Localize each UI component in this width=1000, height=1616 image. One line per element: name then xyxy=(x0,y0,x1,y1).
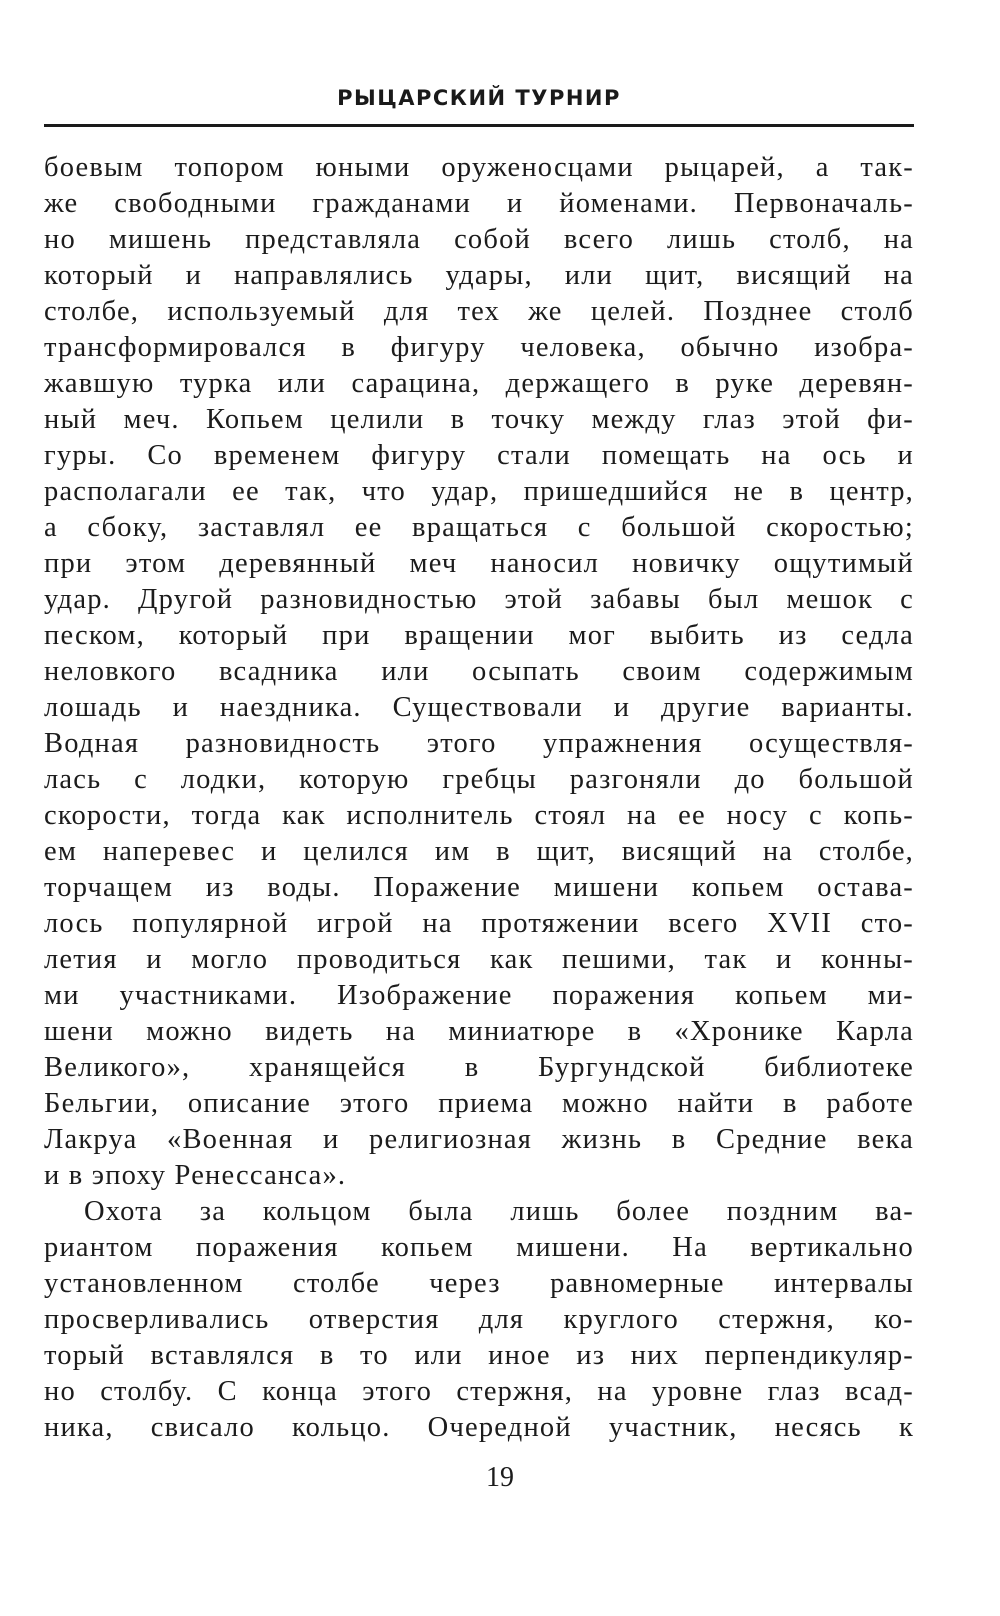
text-line: и в эпоху Ренессанса». xyxy=(44,1160,347,1191)
text-line: трансформировался в фигуру человека, обычно изобра- xyxy=(44,332,914,363)
text-line: располагали ее так, что удар, пришедшийся не в центр, xyxy=(44,476,914,507)
text-line: Охота за кольцом была лишь более поздним ва- xyxy=(84,1196,914,1227)
text-line: шени можно видеть на миниатюре в «Хронике Карла xyxy=(44,1016,914,1047)
text-line: просверливались отверстия для круглого стержня, ко- xyxy=(44,1304,914,1335)
text-line: ный меч. Копьем целили в точку между глаз этой фи- xyxy=(44,404,914,435)
text-line: при этом деревянный меч наносил новичку ощутимый xyxy=(44,548,914,579)
text-line: ем наперевес и целился им в щит, висящий на столбе, xyxy=(44,836,914,867)
text-line: Водная разновидность этого упражнения осуществля- xyxy=(44,728,914,759)
text-line: но столбу. С конца этого стержня, на уровне глаз всад- xyxy=(44,1376,914,1407)
text-line: ника, свисало кольцо. Очередной участник, несясь к xyxy=(44,1412,914,1443)
text-line: гуры. Со временем фигуру стали помещать на ось и xyxy=(44,440,914,471)
text-line: но мишень представляла собой всего лишь столб, на xyxy=(44,224,914,255)
text-line: который и направлялись удары, или щит, висящий на xyxy=(44,260,914,291)
text-line: торый вставлялся в то или иное из них перпендикуляр- xyxy=(44,1340,914,1371)
text-line: а сбоку, заставлял ее вращаться с большой скоростью; xyxy=(44,512,914,543)
text-line: боевым топором юными оруженосцами рыцарей, а так- xyxy=(44,152,914,183)
page-number: 19 xyxy=(486,1462,514,1493)
text-line: неловкого всадника или осыпать своим содержимым xyxy=(44,656,914,687)
running-title: РЫЦАРСКИЙ ТУРНИР xyxy=(337,86,621,110)
text-line: жавшую турка или сарацина, держащего в руке деревян- xyxy=(44,368,914,399)
text-line: Бельгии, описание этого приема можно найти в работе xyxy=(44,1088,914,1119)
text-line: торчащем из воды. Поражение мишени копьем остава- xyxy=(44,872,914,903)
text-line: ми участниками. Изображение поражения копьем ми- xyxy=(44,980,914,1011)
header-rule xyxy=(44,124,914,127)
text-line: же свободными гражданами и йоменами. Первоначаль- xyxy=(44,188,914,219)
text-line: летия и могло проводиться как пешими, так и конны- xyxy=(44,944,914,975)
text-line: лошадь и наездника. Существовали и другие варианты. xyxy=(44,692,914,723)
body-text xyxy=(44,150,914,1446)
text-line: лась с лодки, которую гребцы разгоняли до большой xyxy=(44,764,914,795)
text-line: риантом поражения копьем мишени. На вертикально xyxy=(44,1232,914,1263)
text-line: установленном столбе через равномерные интервалы xyxy=(44,1268,914,1299)
text-line: удар. Другой разновидностью этой забавы был мешок с xyxy=(44,584,914,615)
text-line: Великого», хранящейся в Бургундской библиотеке xyxy=(44,1052,914,1083)
text-line: лось популярной игрой на протяжении всего XVII сто- xyxy=(44,908,914,939)
text-line: скорости, тогда как исполнитель стоял на ее носу с копь- xyxy=(44,800,914,831)
text-line: песком, который при вращении мог выбить из седла xyxy=(44,620,914,651)
text-line: столбе, используемый для тех же целей. Позднее столб xyxy=(44,296,914,327)
text-line: Лакруа «Военная и религиозная жизнь в Средние века xyxy=(44,1124,914,1155)
